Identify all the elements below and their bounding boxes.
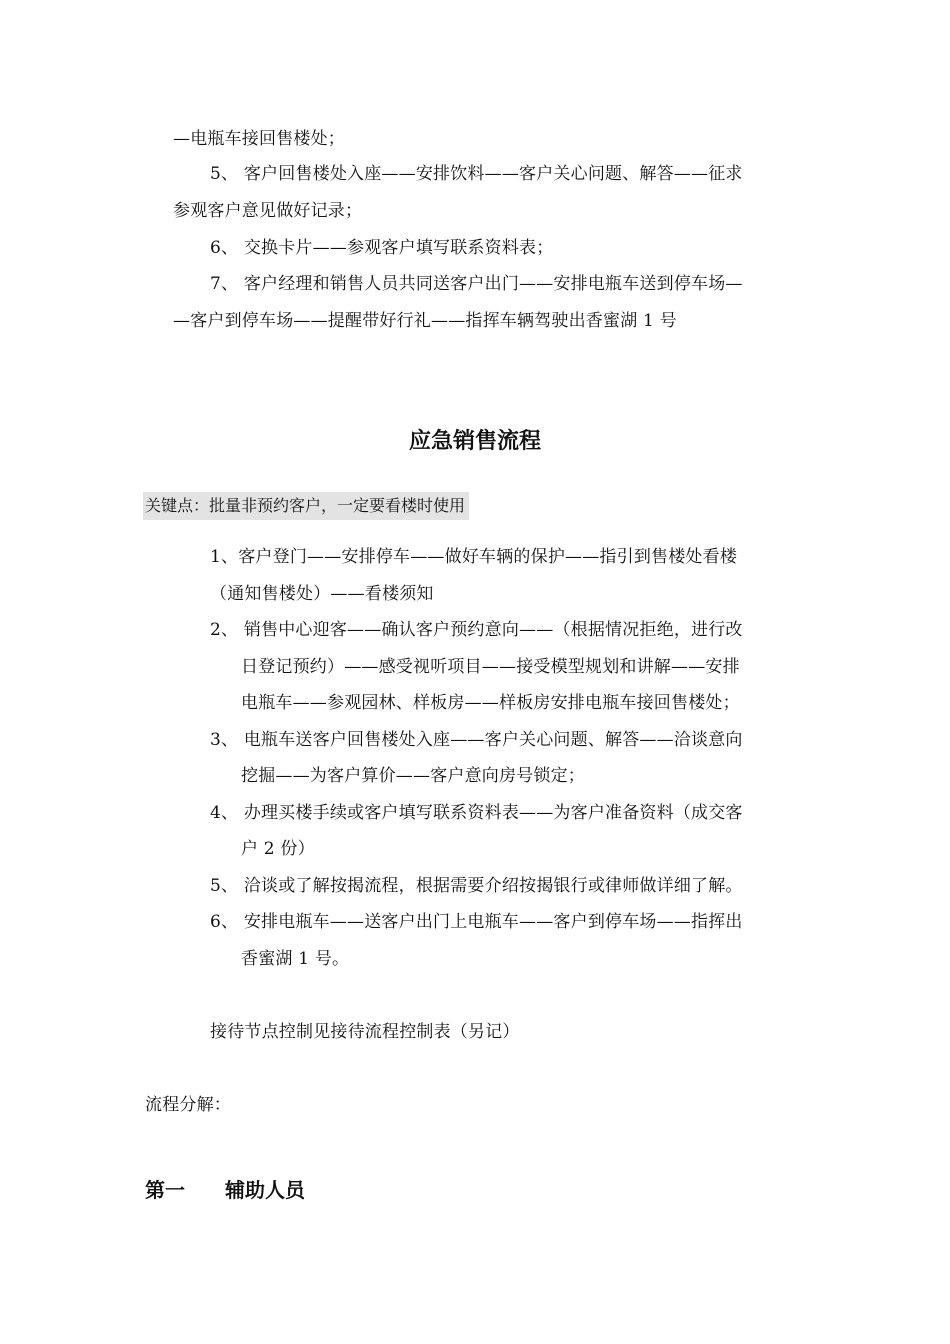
emergency-item-1: 1、客户登门——安排停车——做好车辆的保护——指引到售楼处看楼 [210,547,738,567]
list-item-7: 7、 客户经理和销售人员共同送客户出门——安排电瓶车送到停车场— [210,274,743,294]
emergency-item-2: 2、 销售中心迎客——确认客户预约意向——（根据情况拒绝，进行改 [210,620,743,640]
emergency-item-4: 4、 办理买楼手续或客户填写联系资料表——为客户准备资料（成交客 [210,803,743,823]
emergency-item-2-continuation-b: 电瓶车——参观园林、样板房——样板房安排电瓶车接回售楼处； [241,693,740,713]
list-continuation-line: —电瓶车接回售楼处； [173,129,345,149]
emergency-item-2-continuation-a: 日登记预约）——感受视听项目——接受模型规划和讲解——安排 [241,657,740,677]
emergency-item-6-continuation: 香蜜湖 1 号。 [241,949,350,969]
list-item-6: 6、 交换卡片——参观客户填写联系资料表； [210,238,554,258]
section-heading [145,1176,305,1204]
section-title: 辅助人员 [225,1178,305,1202]
emergency-item-4-continuation: 户 2 份） [241,839,315,859]
emergency-item-1-continuation: （通知售楼处）——看楼须知 [210,584,434,604]
emergency-item-6: 6、 安排电瓶车——送客户出门上电瓶车——客户到停车场——指挥出 [210,912,743,932]
breakdown-label: 流程分解： [145,1095,231,1115]
emergency-item-5: 5、 洽谈或了解按揭流程，根据需要介绍按揭银行或律师做详细了解。 [210,876,743,896]
control-note: 接待节点控制见接待流程控制表（另记） [210,1022,520,1042]
list-item-7-continuation: —客户到停车场——提醒带好行礼——指挥车辆驾驶出香蜜湖 1 号 [173,311,677,331]
list-item-5-continuation: 参观客户意见做好记录； [173,201,363,221]
page-title: 应急销售流程 [408,429,541,454]
list-item-5: 5、 客户回售楼处入座——安排饮料——客户关心问题、解答——征求 [210,164,743,184]
keypoint-highlight: 关键点：批量非预约客户，一定要看楼时使用 [143,492,469,520]
emergency-item-3-continuation: 挖掘——为客户算价——客户意向房号锁定； [241,766,585,786]
emergency-item-3: 3、 电瓶车送客户回售楼处入座——客户关心问题、解答——洽谈意向 [210,730,743,750]
section-number: 第一 [145,1178,185,1202]
